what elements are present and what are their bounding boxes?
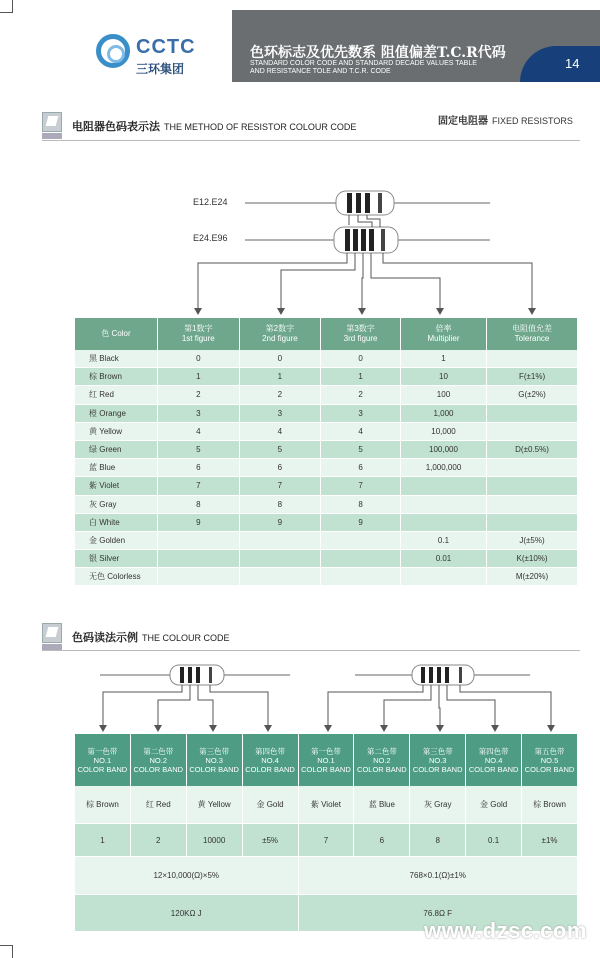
color-value-cell [157,531,239,549]
header-second-figure: 第2数字 2nd figure [239,318,321,350]
example-resistor-left [100,665,290,685]
color-value-cell: J(±5%) [487,531,578,549]
calc-right: 768×0.1(Ω)±1% [298,857,578,895]
band-color-cell: 黄 Yellow [186,786,242,824]
color-value-cell: 0 [321,350,401,368]
header-tolerance: 电阻值允差 Tolerance [487,318,578,350]
color-code-row [75,550,578,568]
color-value-cell: 4 [321,422,401,440]
logo-subtext: 三环集团 [136,62,185,76]
color-value-cell [321,568,401,586]
color-value-cell: 8 [239,495,321,513]
color-name-cell: 紫 Violet [75,477,157,495]
color-code-example-table [75,734,578,932]
band-color-cell: 棕 Brown [522,786,578,824]
color-value-cell: 6 [321,459,401,477]
color-value-cell: 1 [239,368,321,386]
color-value-cell: 0.01 [400,550,486,568]
color-value-cell [239,568,321,586]
section2-title-cn: 色码读法示例 [72,632,138,644]
band-value-cell: ±5% [242,824,298,857]
color-value-cell: 7 [157,477,239,495]
result-right: 76.8Ω F [298,895,578,932]
logo-text: CCTC [136,36,196,58]
color-value-cell: 5 [157,440,239,458]
color-code-row [75,368,578,386]
section2-title-en: THE COLOUR CODE [142,633,230,643]
color-value-cell: 6 [157,459,239,477]
color-value-cell: 4 [239,422,321,440]
color-value-cell: 7 [321,477,401,495]
band-header-5: 第一色带 NO.1 COLOR BAND [298,734,354,786]
color-code-row [75,513,578,531]
color-value-cell: 10 [400,368,486,386]
color-value-cell: 1,000,000 [400,459,486,477]
header-first-figure: 第1数字 1st figure [157,318,239,350]
color-value-cell: 3 [239,404,321,422]
section-icon [42,623,62,643]
example-calc-row [75,857,578,895]
band-header-8: 第四色带 NO.4 COLOR BAND [466,734,522,786]
color-value-cell: 100,000 [400,440,486,458]
band-color-cell: 金 Gold [466,786,522,824]
band-header-3: 第三色带 NO.3 COLOR BAND [186,734,242,786]
color-code-row [75,477,578,495]
color-name-cell: 灰 Gray [75,495,157,513]
section1-title-en: THE METHOD OF RESISTOR COLOUR CODE [164,122,357,132]
color-code-row [75,404,578,422]
color-value-cell [239,531,321,549]
color-code-row [75,386,578,404]
category-cn: 固定电阻器 [438,116,488,127]
band-value-cell: 1 [75,824,130,857]
color-value-cell: F(±1%) [487,368,578,386]
color-name-cell: 绿 Green [75,440,157,458]
label-e24-e96: E24.E96 [193,233,228,243]
band-value-cell: ±1% [522,824,578,857]
resistor-5band [245,227,490,253]
result-left: 120KΩ J [75,895,298,932]
color-name-cell: 金 Golden [75,531,157,549]
color-code-row [75,568,578,586]
color-value-cell [400,568,486,586]
color-value-cell: 100 [400,386,486,404]
color-value-cell: 1,000 [400,404,486,422]
header-third-figure: 第3数字 3rd figure [321,318,401,350]
color-value-cell: 8 [157,495,239,513]
color-value-cell [239,550,321,568]
label-e12-e24: E12.E24 [193,197,228,207]
band-value-cell: 8 [410,824,466,857]
color-name-cell: 白 White [75,513,157,531]
color-code-row [75,459,578,477]
color-value-cell: 3 [321,404,401,422]
color-value-cell: 9 [239,513,321,531]
color-value-cell: 4 [157,422,239,440]
color-value-cell: K(±10%) [487,550,578,568]
band-header-4: 第四色带 NO.4 COLOR BAND [242,734,298,786]
color-value-cell [321,531,401,549]
color-name-cell: 红 Red [75,386,157,404]
color-code-header-row [75,318,578,350]
color-code-row [75,422,578,440]
band-header-9: 第五色带 NO.5 COLOR BAND [522,734,578,786]
color-name-cell: 蓝 Blue [75,459,157,477]
color-value-cell: 0 [239,350,321,368]
page-number: 14 [565,56,580,71]
section2-rule [42,650,580,651]
color-value-cell: 7 [239,477,321,495]
resistor-4band [245,191,490,215]
color-value-cell: 2 [239,386,321,404]
band-color-cell: 红 Red [130,786,186,824]
color-value-cell: 9 [157,513,239,531]
band-value-cell: 2 [130,824,186,857]
color-value-cell: 2 [321,386,401,404]
page-subtitle-line1: STANDARD COLOR CODE AND STANDARD DECADE VALUES TABLE [250,60,477,67]
color-value-cell [487,422,578,440]
band-value-cell: 0.1 [466,824,522,857]
band-header-6: 第二色带 NO.2 COLOR BAND [354,734,410,786]
color-code-row [75,440,578,458]
color-value-cell: 8 [321,495,401,513]
color-value-cell [487,350,578,368]
color-value-cell: D(±0.5%) [487,440,578,458]
color-value-cell: 5 [321,440,401,458]
color-value-cell: 0.1 [400,531,486,549]
color-value-cell: 1 [321,368,401,386]
page-title: 色环标志及优先数系 阻值偏差T.C.R代码 [250,45,506,61]
example-values-row [75,824,578,857]
band-arrowheads [194,308,536,315]
color-name-cell: 无色 Colorless [75,568,157,586]
color-value-cell [487,477,578,495]
example-header-row [75,734,578,786]
color-value-cell [487,404,578,422]
color-value-cell: 1 [400,350,486,368]
example-arrowheads [99,725,555,732]
band-header-1: 第一色带 NO.1 COLOR BAND [75,734,130,786]
color-value-cell: G(±2%) [487,386,578,404]
color-name-cell: 银 Silver [75,550,157,568]
color-value-cell: 6 [239,459,321,477]
band-color-cell: 棕 Brown [75,786,130,824]
band-value-cell: 7 [298,824,354,857]
color-value-cell [157,550,239,568]
example-colors-row [75,786,578,824]
page-subtitle-line2: AND RESISTANCE TOLE AND T.C.R. CODE [250,68,391,75]
color-value-cell: 9 [321,513,401,531]
color-name-cell: 橙 Orange [75,404,157,422]
band-color-cell: 金 Gold [242,786,298,824]
color-value-cell: 5 [239,440,321,458]
color-value-cell: 3 [157,404,239,422]
calc-left: 12×10,000(Ω)×5% [75,857,298,895]
header-multiplier: 倍率 Multiplier [400,318,486,350]
color-code-row [75,495,578,513]
color-value-cell [487,459,578,477]
color-code-row [75,531,578,549]
band-color-cell: 紫 Violet [298,786,354,824]
example-pointer-lines [103,685,551,725]
color-value-cell [400,477,486,495]
color-value-cell [321,550,401,568]
band-value-cell: 10000 [186,824,242,857]
color-value-cell [400,513,486,531]
color-value-cell: 10,000 [400,422,486,440]
band-header-2: 第二色带 NO.2 COLOR BAND [130,734,186,786]
color-value-cell: 2 [157,386,239,404]
watermark: www.dzsc.com [424,918,587,943]
color-value-cell [400,495,486,513]
band-color-cell: 灰 Gray [410,786,466,824]
color-code-row [75,350,578,368]
color-name-cell: 黑 Black [75,350,157,368]
band-color-cell: 蓝 Blue [354,786,410,824]
category-en: FIXED RESISTORS [492,116,573,126]
section1-title-cn: 电阻器色码表示法 [72,121,160,133]
color-value-cell: 1 [157,368,239,386]
header-color: 色 Color [75,318,157,350]
band-header-7: 第三色带 NO.3 COLOR BAND [410,734,466,786]
color-name-cell: 棕 Brown [75,368,157,386]
color-code-table [75,318,578,586]
color-value-cell: 0 [157,350,239,368]
section2-title [72,629,230,645]
band-value-cell: 6 [354,824,410,857]
example-resistor-right [355,665,530,685]
color-value-cell [157,568,239,586]
color-value-cell [487,495,578,513]
color-name-cell: 黄 Yellow [75,422,157,440]
color-value-cell [487,513,578,531]
color-value-cell: M(±20%) [487,568,578,586]
